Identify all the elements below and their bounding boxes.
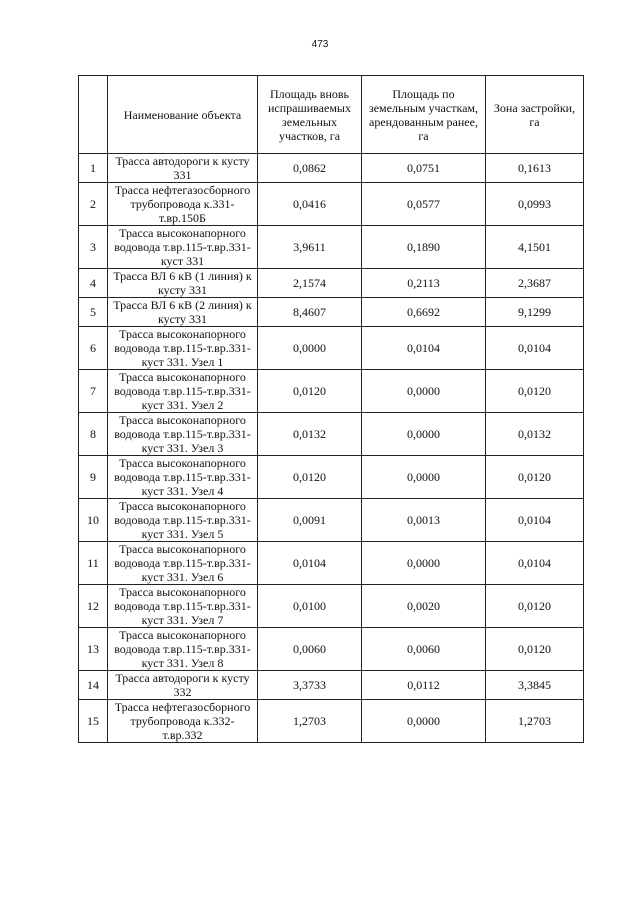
row-number: 4 — [79, 269, 108, 298]
new-area-value: 2,1574 — [258, 269, 362, 298]
new-area-value: 0,0132 — [258, 413, 362, 456]
object-name: Трасса высоконапорного водовода т.вр.115-т.вр.331-куст 331. Узел 5 — [108, 499, 258, 542]
leased-area-value: 0,0112 — [362, 671, 486, 700]
object-name: Трасса автодороги к кусту 331 — [108, 154, 258, 183]
table-header-row — [79, 76, 584, 154]
table-row — [79, 183, 584, 226]
build-zone-value: 0,0104 — [486, 542, 584, 585]
header-build-zone: Зона застройки, га — [486, 76, 584, 154]
leased-area-value: 0,0000 — [362, 700, 486, 743]
new-area-value: 8,4607 — [258, 298, 362, 327]
build-zone-value: 0,1613 — [486, 154, 584, 183]
build-zone-value: 2,3687 — [486, 269, 584, 298]
row-number: 2 — [79, 183, 108, 226]
table-row — [79, 226, 584, 269]
new-area-value: 0,0104 — [258, 542, 362, 585]
build-zone-value: 0,0132 — [486, 413, 584, 456]
table-row — [79, 456, 584, 499]
leased-area-value: 0,6692 — [362, 298, 486, 327]
new-area-value: 0,0120 — [258, 370, 362, 413]
row-number: 15 — [79, 700, 108, 743]
leased-area-value: 0,0577 — [362, 183, 486, 226]
leased-area-value: 0,0020 — [362, 585, 486, 628]
build-zone-value: 0,0104 — [486, 499, 584, 542]
row-number: 9 — [79, 456, 108, 499]
leased-area-value: 0,0013 — [362, 499, 486, 542]
header-object-name: Наименование объекта — [108, 76, 258, 154]
table-row — [79, 327, 584, 370]
object-name: Трасса высоконапорного водовода т.вр.115-т.вр.331-куст 331. Узел 3 — [108, 413, 258, 456]
new-area-value: 0,0862 — [258, 154, 362, 183]
build-zone-value: 0,0120 — [486, 456, 584, 499]
row-number: 10 — [79, 499, 108, 542]
table-row — [79, 628, 584, 671]
row-number: 13 — [79, 628, 108, 671]
object-name: Трасса нефтегазосборного трубопровода к.332-т.вр.332 — [108, 700, 258, 743]
build-zone-value: 0,0120 — [486, 585, 584, 628]
table-row — [79, 585, 584, 628]
build-zone-value: 3,3845 — [486, 671, 584, 700]
header-new-area: Площадь вновь испрашиваемых земельных участков, га — [258, 76, 362, 154]
row-number: 3 — [79, 226, 108, 269]
row-number: 1 — [79, 154, 108, 183]
new-area-value: 3,3733 — [258, 671, 362, 700]
object-name: Трасса высоконапорного водовода т.вр.115-т.вр.331-куст 331. Узел 1 — [108, 327, 258, 370]
object-name: Трасса высоконапорного водовода т.вр.115-т.вр.331-куст 331. Узел 4 — [108, 456, 258, 499]
row-number: 14 — [79, 671, 108, 700]
row-number: 8 — [79, 413, 108, 456]
leased-area-value: 0,0000 — [362, 413, 486, 456]
build-zone-value: 4,1501 — [486, 226, 584, 269]
leased-area-value: 0,0751 — [362, 154, 486, 183]
new-area-value: 0,0120 — [258, 456, 362, 499]
leased-area-value: 0,0000 — [362, 542, 486, 585]
leased-area-value: 0,1890 — [362, 226, 486, 269]
new-area-value: 0,0091 — [258, 499, 362, 542]
object-name: Трасса нефтегазосборного трубопровода к.331-т.вр.150Б — [108, 183, 258, 226]
build-zone-value: 9,1299 — [486, 298, 584, 327]
page-number: 473 — [311, 39, 329, 50]
object-name: Трасса автодороги к кусту 332 — [108, 671, 258, 700]
new-area-value: 3,9611 — [258, 226, 362, 269]
new-area-value: 0,0000 — [258, 327, 362, 370]
build-zone-value: 0,0120 — [486, 628, 584, 671]
row-number: 5 — [79, 298, 108, 327]
object-name: Трасса высоконапорного водовода т.вр.115-т.вр.331-куст 331. Узел 8 — [108, 628, 258, 671]
row-number: 11 — [79, 542, 108, 585]
object-name: Трасса высоконапорного водовода т.вр.115-т.вр.331-куст 331. Узел 2 — [108, 370, 258, 413]
table-row — [79, 499, 584, 542]
leased-area-value: 0,0000 — [362, 370, 486, 413]
object-name: Трасса ВЛ 6 кВ (1 линия) к кусту 331 — [108, 269, 258, 298]
build-zone-value: 0,0104 — [486, 327, 584, 370]
object-name: Трасса высоконапорного водовода т.вр.115-т.вр.331-куст 331. Узел 7 — [108, 585, 258, 628]
leased-area-value: 0,0060 — [362, 628, 486, 671]
leased-area-value: 0,0000 — [362, 456, 486, 499]
table-row — [79, 370, 584, 413]
row-number: 7 — [79, 370, 108, 413]
new-area-value: 1,2703 — [258, 700, 362, 743]
table-row — [79, 542, 584, 585]
build-zone-value: 0,0993 — [486, 183, 584, 226]
header-number — [79, 76, 108, 154]
row-number: 12 — [79, 585, 108, 628]
leased-area-value: 0,2113 — [362, 269, 486, 298]
land-area-table — [78, 75, 584, 743]
table-row — [79, 154, 584, 183]
row-number: 6 — [79, 327, 108, 370]
table-row — [79, 269, 584, 298]
object-name: Трасса высоконапорного водовода т.вр.115-т.вр.331-куст 331. Узел 6 — [108, 542, 258, 585]
table-row — [79, 700, 584, 743]
header-leased-area: Площадь по земельным участкам, арендованным ранее, га — [362, 76, 486, 154]
leased-area-value: 0,0104 — [362, 327, 486, 370]
build-zone-value: 0,0120 — [486, 370, 584, 413]
table-row — [79, 413, 584, 456]
object-name: Трасса ВЛ 6 кВ (2 линия) к кусту 331 — [108, 298, 258, 327]
new-area-value: 0,0100 — [258, 585, 362, 628]
table-row — [79, 671, 584, 700]
build-zone-value: 1,2703 — [486, 700, 584, 743]
new-area-value: 0,0416 — [258, 183, 362, 226]
table-row — [79, 298, 584, 327]
object-name: Трасса высоконапорного водовода т.вр.115-т.вр.331-куст 331 — [108, 226, 258, 269]
new-area-value: 0,0060 — [258, 628, 362, 671]
